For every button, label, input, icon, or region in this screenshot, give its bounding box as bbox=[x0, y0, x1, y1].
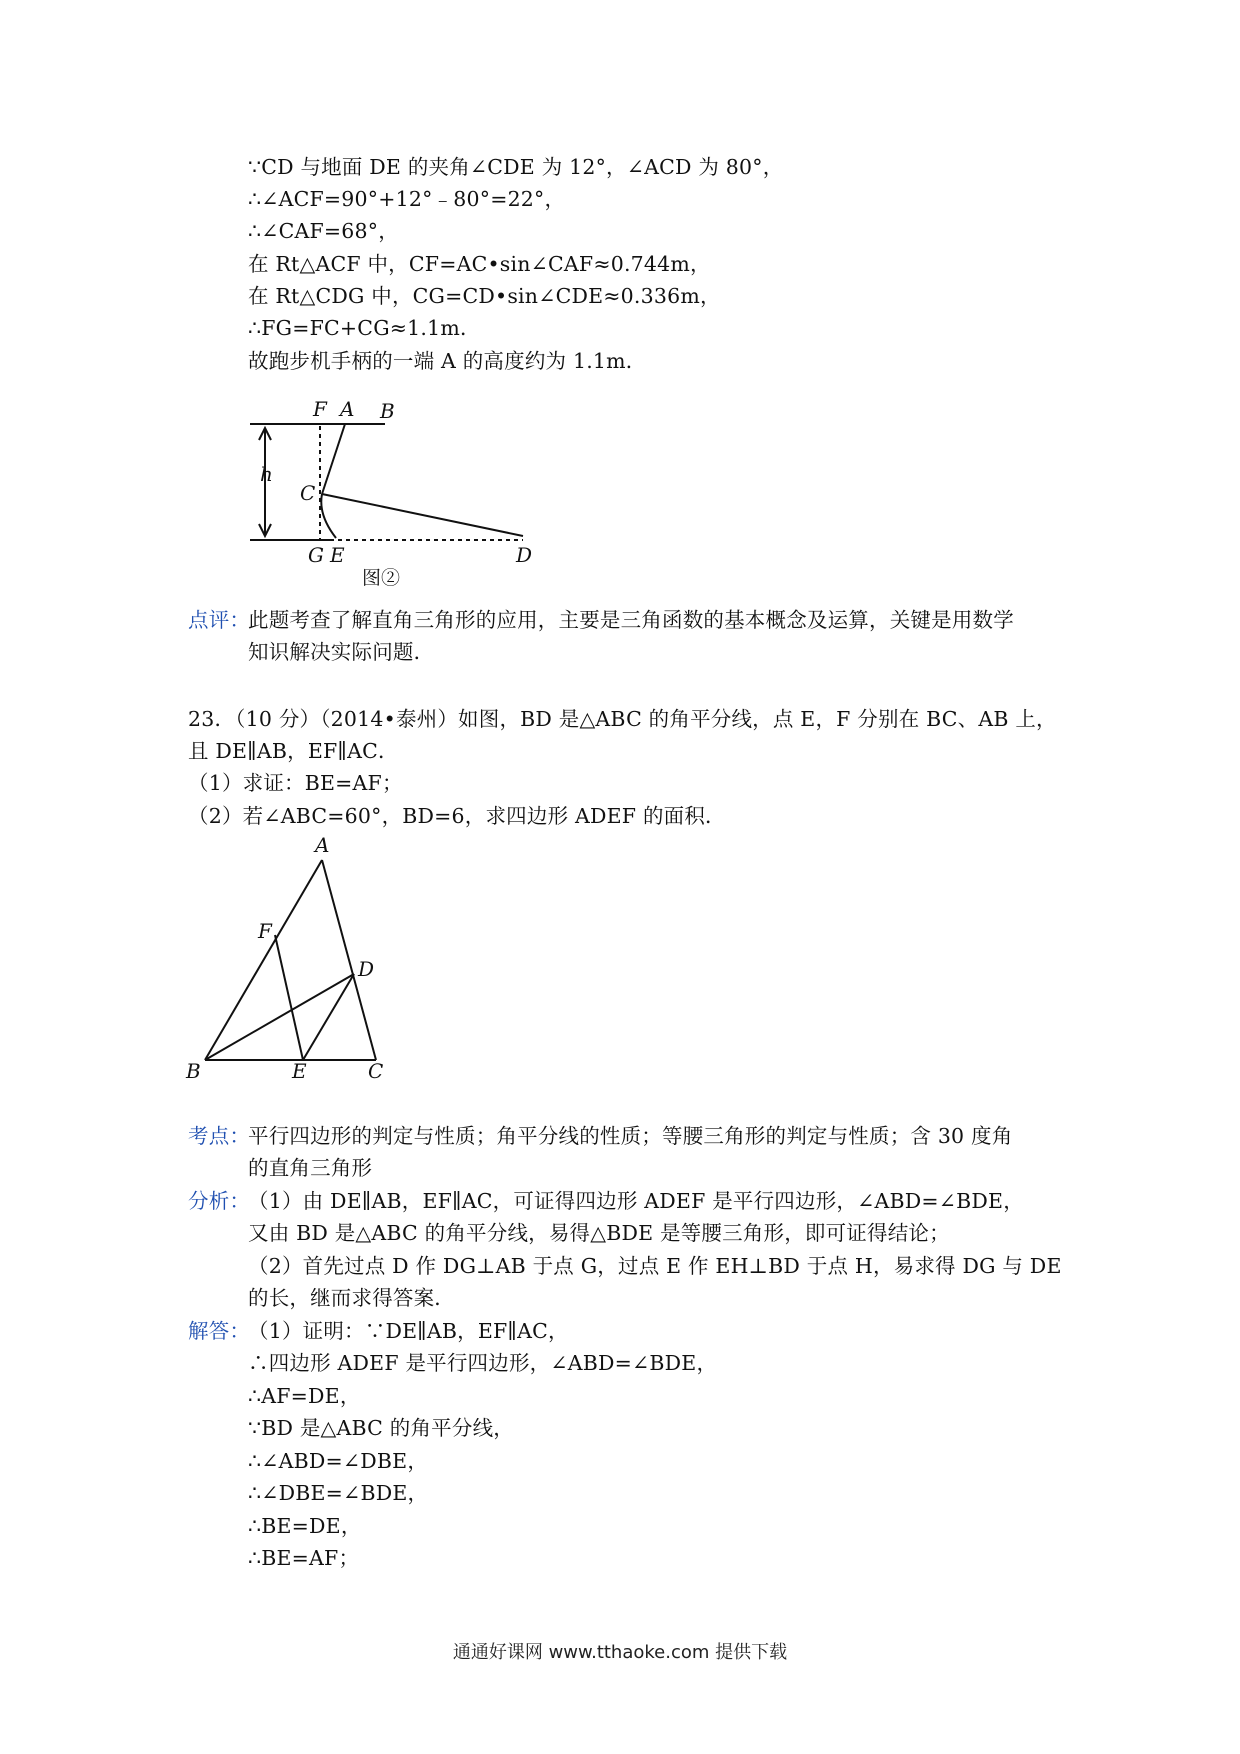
text-line: ∵BD 是△ABC 的角平分线， bbox=[248, 1416, 514, 1440]
label-G: G bbox=[308, 543, 324, 567]
text-line: 故跑步机手柄的一端 A 的高度约为 1.1m． bbox=[248, 349, 647, 373]
kaodian-label: 考点： bbox=[188, 1124, 251, 1148]
label-D: D bbox=[358, 957, 375, 981]
text-line: 的长，继而求得答案． bbox=[248, 1286, 455, 1310]
comment-label: 点评： bbox=[188, 608, 251, 632]
label-A: A bbox=[340, 397, 355, 421]
segment-EF bbox=[275, 935, 303, 1060]
text-line: 的直角三角形 bbox=[248, 1156, 373, 1180]
problem-line: 且 DE∥AB，EF∥AC． bbox=[188, 739, 399, 763]
label-E: E bbox=[292, 1059, 307, 1083]
text-line: ∴AF=DE， bbox=[248, 1384, 361, 1408]
label-E: E bbox=[330, 543, 345, 567]
text-line: ∴∠DBE=∠BDE， bbox=[248, 1481, 429, 1505]
text-line: ∴四边形 ADEF 是平行四边形，∠ABD=∠BDE， bbox=[248, 1351, 718, 1375]
text-line: 知识解决实际问题． bbox=[248, 640, 435, 664]
text-line: ∴BE=AF； bbox=[248, 1546, 360, 1570]
text-line: （1）由 DE∥AB，EF∥AC，可证得四边形 ADEF 是平行四边形，∠ABD=∠BDE， bbox=[248, 1189, 1024, 1213]
figure-triangle-abc bbox=[180, 830, 400, 1090]
segment-DE bbox=[303, 974, 354, 1060]
label-C: C bbox=[300, 481, 316, 505]
text-line: 在 Rt△CDG 中，CG=CD•sin∠CDE≈0.336m， bbox=[248, 284, 721, 308]
text-line: 又由 BD 是△ABC 的角平分线，易得△BDE 是等腰三角形，即可证得结论； bbox=[248, 1221, 950, 1245]
label-F: F bbox=[258, 919, 272, 943]
figure-2-caption: 图② bbox=[362, 567, 401, 589]
label-C: C bbox=[368, 1059, 384, 1083]
text-line: ∴BE=DE， bbox=[248, 1514, 362, 1538]
text-line: ∴FG=FC+CG≈1.1m． bbox=[248, 316, 481, 340]
label-h: h bbox=[260, 462, 273, 486]
label-B: B bbox=[186, 1059, 201, 1083]
figure-2-diagram bbox=[240, 390, 560, 590]
text-line: ∵CD 与地面 DE 的夹角∠CDE 为 12°，∠ACD 为 80°， bbox=[248, 155, 784, 179]
label-F: F bbox=[313, 397, 327, 421]
segment-AB bbox=[205, 860, 322, 1060]
label-A: A bbox=[315, 833, 330, 857]
label-D: D bbox=[516, 543, 533, 567]
CD-segment bbox=[322, 494, 523, 536]
text-line: 平行四边形的判定与性质；角平分线的性质；等腰三角形的判定与性质；含 30 度角 bbox=[248, 1124, 1013, 1148]
segment-BD bbox=[205, 974, 354, 1060]
text-line: 此题考查了解直角三角形的应用，主要是三角函数的基本概念及运算，关键是用数学 bbox=[248, 608, 1014, 632]
text-line: 在 Rt△ACF 中，CF=AC•sin∠CAF≈0.744m， bbox=[248, 252, 711, 276]
label-B: B bbox=[380, 399, 395, 423]
jieda-label: 解答： bbox=[188, 1319, 251, 1343]
text-line: ∴∠ACF=90°+12°﹣80°=22°， bbox=[248, 187, 566, 211]
problem-line: （1）求证：BE=AF； bbox=[188, 771, 403, 795]
text-line: ∴∠ABD=∠DBE， bbox=[248, 1449, 429, 1473]
text-line: （1）证明：∵DE∥AB，EF∥AC， bbox=[248, 1319, 569, 1343]
AC-segment bbox=[322, 424, 345, 494]
problem-line: （2）若∠ABC=60°，BD=6，求四边形 ADEF 的面积． bbox=[188, 804, 726, 828]
text-line: ∴∠CAF=68°， bbox=[248, 219, 399, 243]
fenxi-label: 分析： bbox=[188, 1189, 251, 1213]
page-footer: 通通好课网 www.tthaoke.com 提供下载 bbox=[452, 1642, 788, 1663]
text-line: （2）首先过点 D 作 DG⊥AB 于点 G，过点 E 作 EH⊥BD 于点 H，易求得 DG 与 DE bbox=[248, 1254, 1062, 1278]
CE-curve bbox=[321, 494, 336, 538]
problem-line: 23．（10 分）（2014•泰州）如图，BD 是△ABC 的角平分线，点 E，F 分别在 BC、AB 上， bbox=[188, 707, 1057, 731]
